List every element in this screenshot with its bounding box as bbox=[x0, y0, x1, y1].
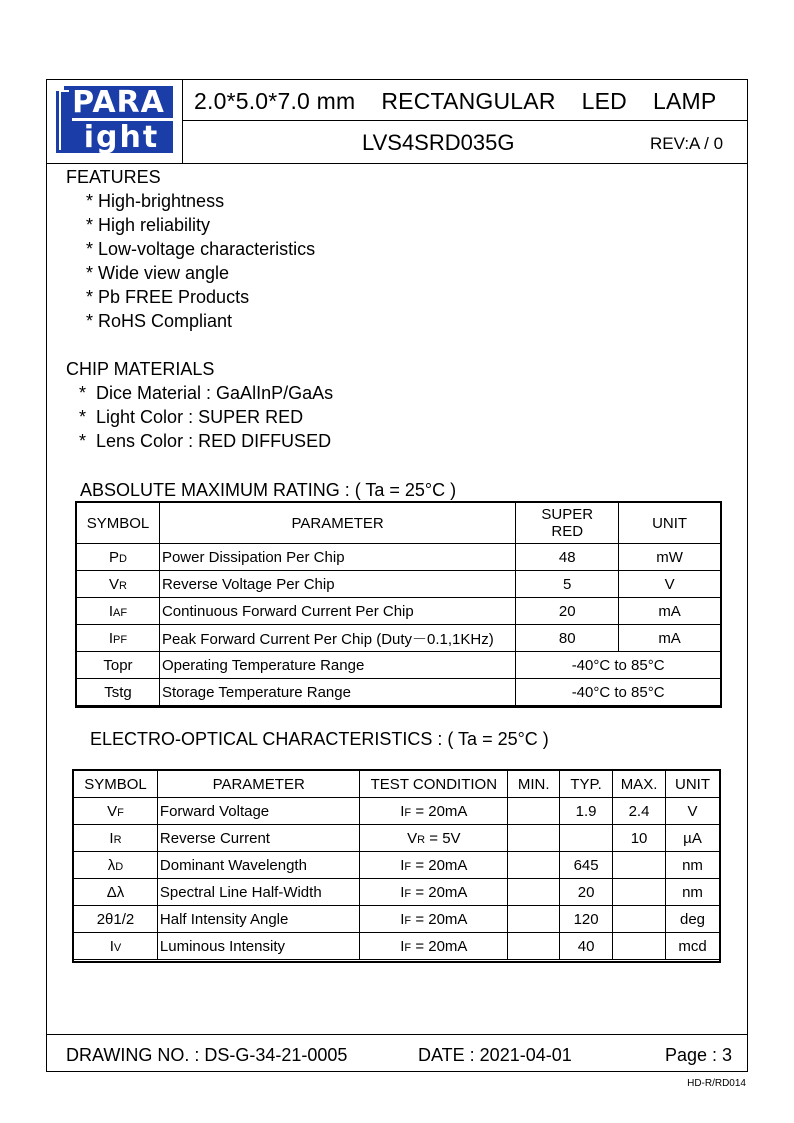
unit-cell: µA bbox=[666, 825, 720, 852]
symbol-cell: IV bbox=[74, 933, 158, 960]
document-date: DATE : 2021-04-01 bbox=[418, 1045, 572, 1065]
min-cell bbox=[508, 933, 560, 960]
max-cell bbox=[613, 933, 666, 960]
features-heading: FEATURES bbox=[66, 167, 161, 187]
header-symbol: SYMBOL bbox=[77, 503, 160, 544]
feature-item: * RoHS Compliant bbox=[86, 311, 233, 331]
document-code: HD-R/RD014 bbox=[687, 1078, 746, 1089]
symbol-cell: Δλ bbox=[74, 879, 158, 906]
unit-cell: nm bbox=[666, 852, 720, 879]
logo-bottom-text: ight bbox=[56, 121, 173, 153]
value-cell: 5 bbox=[516, 571, 619, 598]
symbol-cell: λD bbox=[74, 852, 158, 879]
header-max: MAX. bbox=[613, 771, 666, 798]
parameter-cell: Dominant Wavelength bbox=[157, 852, 360, 879]
chip-material-item: * Lens Color : RED DIFFUSED bbox=[79, 431, 332, 451]
unit-cell: mcd bbox=[666, 933, 720, 960]
unit-cell: mW bbox=[619, 544, 721, 571]
condition-cell: IF = 20mA bbox=[360, 798, 508, 825]
eo-heading: ELECTRO-OPTICAL CHARACTERISTICS : ( Ta = 25°C ) bbox=[90, 729, 549, 749]
feature-item: * High reliability bbox=[86, 215, 211, 235]
parameter-cell: Power Dissipation Per Chip bbox=[159, 544, 515, 571]
value-cell: 20 bbox=[516, 598, 619, 625]
part-number: LVS4SRD035G bbox=[362, 130, 515, 155]
unit-cell: nm bbox=[666, 879, 720, 906]
title-shape: RECTANGULAR bbox=[381, 88, 556, 114]
condition-cell: VR = 5V bbox=[360, 825, 508, 852]
unit-cell: mA bbox=[619, 625, 721, 652]
paralight-logo bbox=[56, 86, 173, 153]
value-cell: -40°C to 85°C bbox=[516, 652, 721, 679]
feature-item: * Wide view angle bbox=[86, 263, 230, 283]
title-size: 2.0*5.0*7.0 mm bbox=[194, 88, 356, 114]
parameter-cell: Spectral Line Half-Width bbox=[157, 879, 360, 906]
typ-cell: 20 bbox=[560, 879, 613, 906]
min-cell bbox=[508, 852, 560, 879]
max-cell bbox=[613, 852, 666, 879]
footer-divider bbox=[46, 1034, 748, 1035]
value-cell: 80 bbox=[516, 625, 619, 652]
header-parameter: PARAMETER bbox=[159, 503, 515, 544]
revision: REV:A / 0 bbox=[650, 134, 724, 153]
abs-max-heading: ABSOLUTE MAXIMUM RATING : ( Ta = 25°C ) bbox=[80, 480, 457, 500]
unit-cell: mA bbox=[619, 598, 721, 625]
header-unit: UNIT bbox=[619, 503, 721, 544]
symbol-cell: VR bbox=[77, 571, 160, 598]
unit-cell: V bbox=[619, 571, 721, 598]
min-cell bbox=[508, 879, 560, 906]
logo-divider bbox=[182, 79, 183, 164]
header-parameter: PARAMETER bbox=[157, 771, 360, 798]
max-cell bbox=[613, 879, 666, 906]
symbol-cell: VF bbox=[74, 798, 158, 825]
typ-cell: 645 bbox=[560, 852, 613, 879]
parameter-cell: Luminous Intensity bbox=[157, 933, 360, 960]
min-cell bbox=[508, 798, 560, 825]
drawing-number: DRAWING NO. : DS-G-34-21-0005 bbox=[66, 1045, 348, 1065]
min-cell bbox=[508, 906, 560, 933]
header-unit: UNIT bbox=[666, 771, 720, 798]
parameter-cell: Reverse Current bbox=[157, 825, 360, 852]
symbol-cell: IPF bbox=[77, 625, 160, 652]
symbol-cell: Tstg bbox=[77, 679, 160, 706]
header-test-condition: TEST CONDITION bbox=[360, 771, 508, 798]
logo-l-outline bbox=[59, 90, 69, 150]
chip-material-item: * Light Color : SUPER RED bbox=[79, 407, 304, 427]
parameter-cell: Storage Temperature Range bbox=[159, 679, 515, 706]
header-symbol: SYMBOL bbox=[74, 771, 158, 798]
chip-material-item: * Dice Material : GaAlInP/GaAs bbox=[79, 383, 334, 403]
symbol-cell: Topr bbox=[77, 652, 160, 679]
parameter-cell: Peak Forward Current Per Chip (Duty－0.1,1KHz) bbox=[159, 625, 515, 652]
typ-cell: 120 bbox=[560, 906, 613, 933]
max-cell bbox=[613, 906, 666, 933]
page-number: Page : 3 bbox=[665, 1045, 733, 1065]
condition-cell: IF = 20mA bbox=[360, 879, 508, 906]
max-cell: 10 bbox=[613, 825, 666, 852]
symbol-cell: PD bbox=[77, 544, 160, 571]
parameter-cell: Half Intensity Angle bbox=[157, 906, 360, 933]
title-divider bbox=[182, 120, 748, 121]
typ-cell: 40 bbox=[560, 933, 613, 960]
condition-cell: IF = 20mA bbox=[360, 852, 508, 879]
abs-max-table bbox=[76, 502, 721, 706]
header-min: MIN. bbox=[508, 771, 560, 798]
max-cell: 2.4 bbox=[613, 798, 666, 825]
typ-cell: 1.9 bbox=[560, 798, 613, 825]
title-led: LED bbox=[581, 88, 627, 114]
value-cell: -40°C to 85°C bbox=[516, 679, 721, 706]
parameter-cell: Reverse Voltage Per Chip bbox=[159, 571, 515, 598]
value-cell: 48 bbox=[516, 544, 619, 571]
logo-top-text: PARA bbox=[64, 86, 173, 118]
min-cell bbox=[508, 825, 560, 852]
header-super-red: SUPER RED bbox=[516, 503, 619, 544]
condition-cell: IF = 20mA bbox=[360, 906, 508, 933]
condition-cell: IF = 20mA bbox=[360, 933, 508, 960]
symbol-cell: IAF bbox=[77, 598, 160, 625]
parameter-cell: Operating Temperature Range bbox=[159, 652, 515, 679]
parameter-cell: Forward Voltage bbox=[157, 798, 360, 825]
title-lamp: LAMP bbox=[652, 88, 717, 114]
feature-item: * High-brightness bbox=[86, 191, 225, 211]
unit-cell: deg bbox=[666, 906, 720, 933]
eo-table bbox=[73, 770, 720, 960]
header-divider bbox=[46, 163, 748, 164]
symbol-cell: 2θ1/2 bbox=[74, 906, 158, 933]
symbol-cell: IR bbox=[74, 825, 158, 852]
product-title bbox=[194, 88, 716, 115]
chip-materials-heading: CHIP MATERIALS bbox=[66, 359, 215, 379]
feature-item: * Low-voltage characteristics bbox=[86, 239, 316, 259]
feature-item: * Pb FREE Products bbox=[86, 287, 250, 307]
unit-cell: V bbox=[666, 798, 720, 825]
parameter-cell: Continuous Forward Current Per Chip bbox=[159, 598, 515, 625]
header-typ: TYP. bbox=[560, 771, 613, 798]
typ-cell bbox=[560, 825, 613, 852]
